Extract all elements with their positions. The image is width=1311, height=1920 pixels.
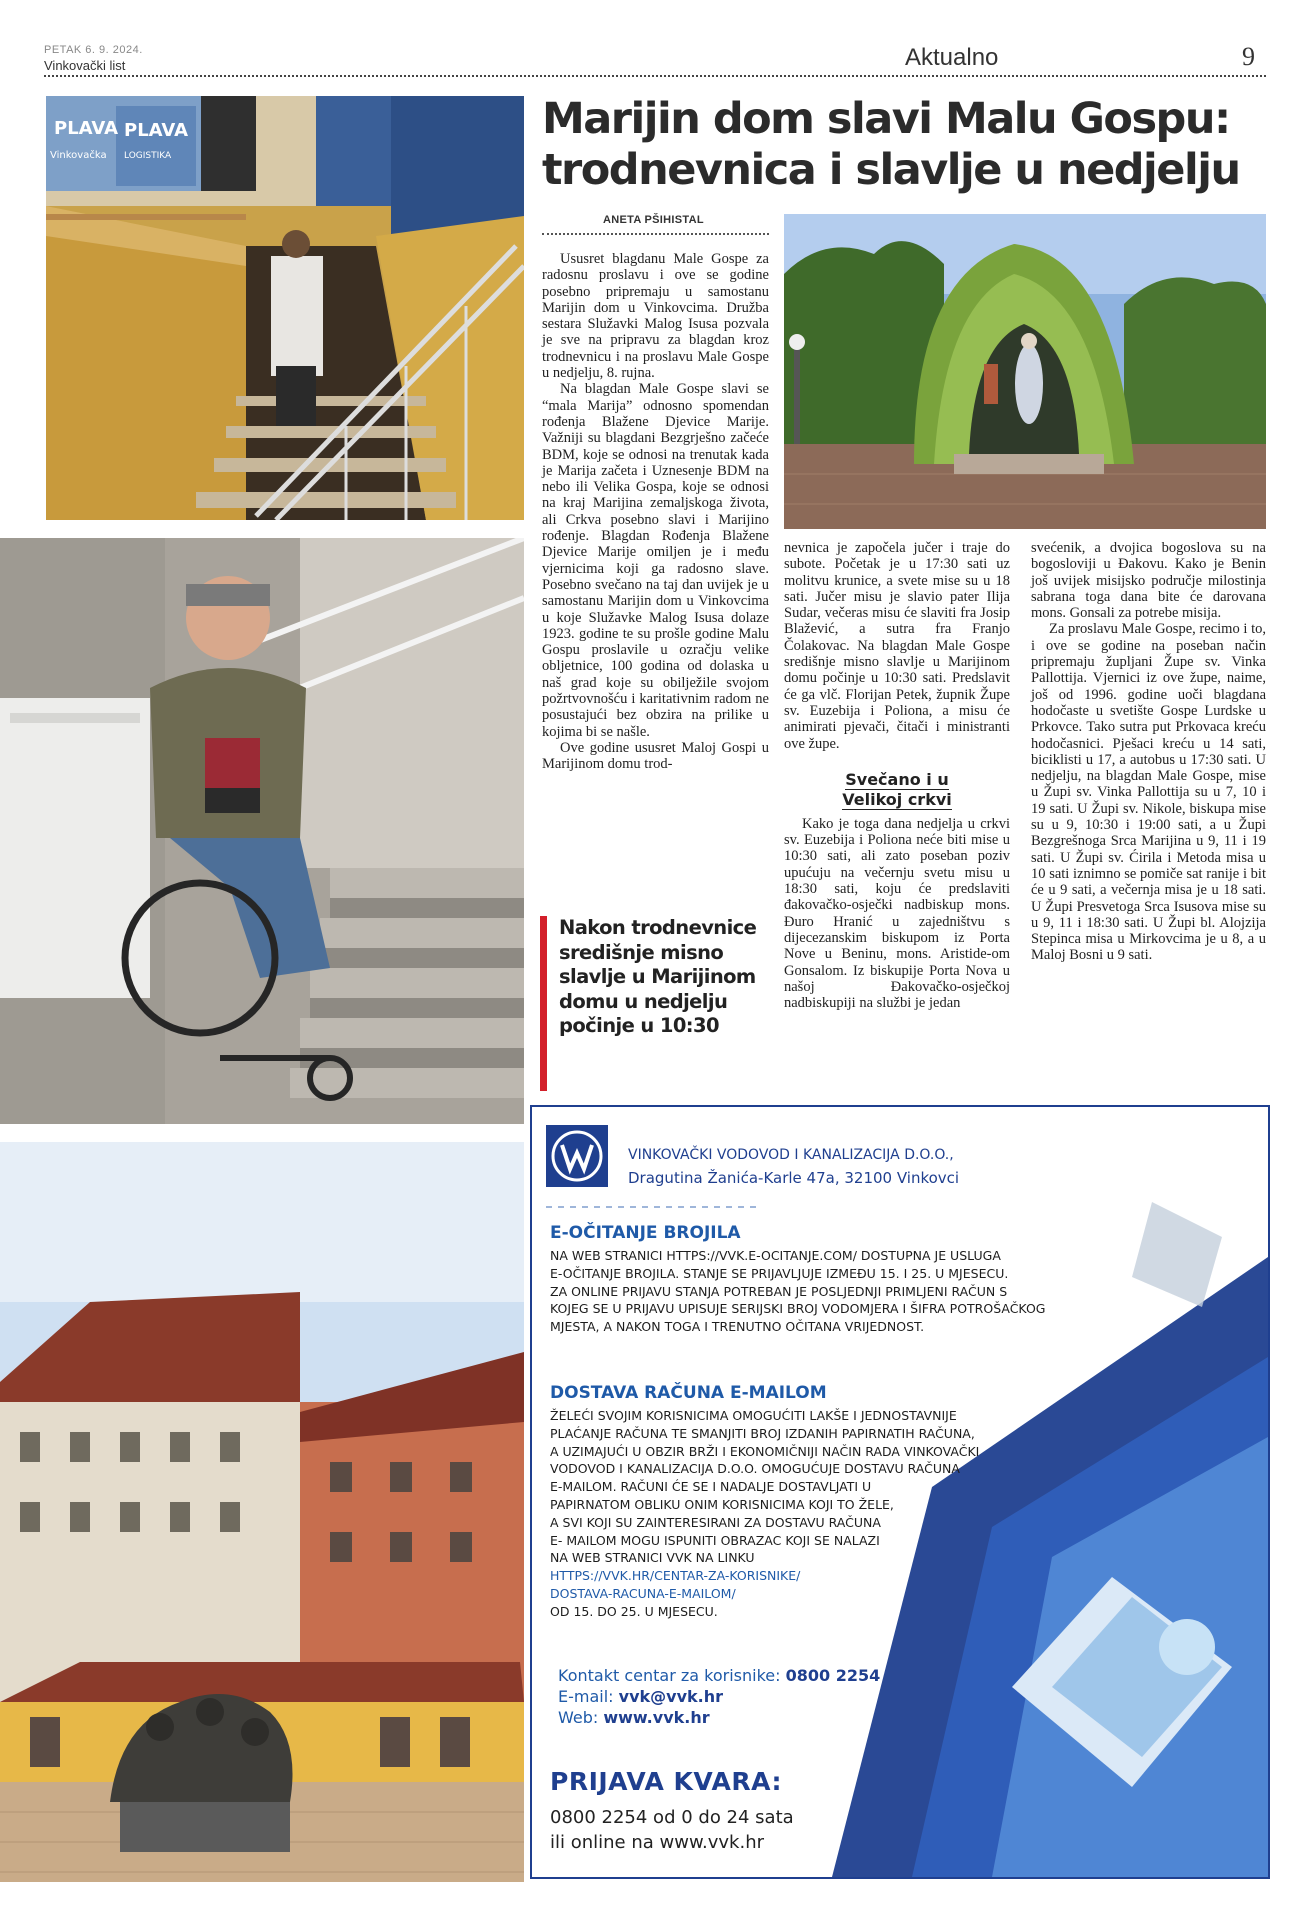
vvk-logo-icon xyxy=(546,1125,608,1187)
ad-text-line: MJESTA, A NAKON TOGA I TRENUTNO OČITANA VRIJEDNOST. xyxy=(550,1319,925,1335)
subheading-line-1: Svečano i u xyxy=(845,769,949,789)
paragraph: Na blagdan Male Gospe slavi se “mala Marija” odnosno spomendan rođenja Blažene Djevice Marije. Važniji su blagdani Bezgrješno začeće BDM, koje se odnosi na trenutak kada je Marija začeta i Uznesenje BDM na nebo ili Velika Gospa, koje se odnosi na kraj Marijina zemaljskoga života, ali Crkva posebno slavi i Marijino rođenje. Blagdan Rođenja Blažene Djevice Marije omiljen je i među vjernicima koji ga radosno slave. Posebno svečano na taj dan uvijek je u samostanu Marijin dom u Vinkovcima u koje Služavke Malog Isusa dolaze 1923. godine te su prošle godine Malu Gospu proslavile u ozračju velike obljetnice, 100 godina od dolaska u naš grad koje su obilježile svojom požrtvovnošću i karitativnim radom ne posustajući bez obzira na prilike u kojima bi se našle. xyxy=(542,381,769,740)
ad-web-label: Web: xyxy=(558,1708,604,1727)
ad-link-email-billing-2[interactable]: DOSTAVA-RACUNA-E-MAILOM/ xyxy=(550,1585,736,1601)
issue-date: PETAK 6. 9. 2024. xyxy=(44,44,143,56)
ad-web-row xyxy=(558,1707,880,1728)
ad-text-line: E- MAILOM MOGU ISPUNITI OBRAZAC KOJI SE NALAZI xyxy=(550,1532,880,1548)
article-headline xyxy=(542,94,1270,196)
pull-quote xyxy=(540,916,777,1091)
vvk-advertisement xyxy=(530,1105,1270,1879)
photo-wheelchair-man xyxy=(0,538,524,1124)
ad-text-email-billing xyxy=(550,1407,1250,1621)
ad-email-link[interactable]: vvk@vvk.hr xyxy=(618,1687,723,1706)
paragraph: Ove godine ususret Maloj Gospi u Marijinom domu trod- xyxy=(542,739,769,773)
subheading-line-2: Velikoj crkvi xyxy=(842,789,952,809)
header-divider xyxy=(44,75,1266,77)
sign-plava-2: PLAVA xyxy=(124,120,189,141)
ad-fault-line-1: 0800 2254 od 0 do 24 sata xyxy=(550,1807,794,1828)
paragraph: Ususret blagdanu Male Gospe za radosnu proslavu i ove se godine posebno pripremaju u samostanu Marijin dom u Vinkovcima. Družba sestara Služavki Malog Isusa pozvala je sve na pripravu za blagdan kroz trodnevnicu i na proslavu Male Gospe u nedjelju, 8. rujna. xyxy=(542,251,769,382)
ad-text-line: E-MAILOM. RAČUNI ĆE SE I NADALJE DOSTAVLJATI U xyxy=(550,1479,872,1495)
paragraph: Kako je toga dana nedjelja u crkvi sv. Euzebija i Poliona neće biti mise u 10:30 sati, ali zato poseban poziv upućuju na večernju svetu misu u 18:30 sati, koju će predslaviti đakovačko-osječki nadbiskup mons. Đuro Hranić u zajedništvu s dijecezanskim biskupom iz Porta Nove u Beninu, mons. Aristide-om Gonsalom. Iz biskupije Porta Nova u našoj Đakovačko-osječkoj nadbiskupiji na službi je jedan xyxy=(784,815,1010,1012)
photo-staircase xyxy=(46,96,524,520)
ad-text-line: A UZIMAJUĆI U OBZIR BRŽI I EKONOMIČNIJI NAČIN RADA VINKOVAČKI xyxy=(550,1443,980,1459)
ad-fault-report-text xyxy=(550,1805,794,1855)
sign-vinkovacka: Vinkovačka xyxy=(50,150,107,161)
ad-fault-report-title: PRIJAVA KVARA: xyxy=(550,1767,782,1796)
ad-text-line: A SVI KOJI SU ZAINTERESIRANI ZA DOSTAVU RAČUNA xyxy=(550,1514,881,1530)
ad-text-line: ZA ONLINE PRIJAVU STANJA POTREBAN JE POSLJEDNJI PRIMLJENI RAČUN S xyxy=(550,1283,1008,1299)
page-number: 9 xyxy=(1242,42,1255,71)
ad-section-email-billing xyxy=(550,1383,1250,1621)
ad-contact-phone[interactable]: 0800 2254 xyxy=(785,1666,881,1685)
ad-email-label: E-mail: xyxy=(558,1687,619,1706)
ad-web-link[interactable]: www.vvk.hr xyxy=(603,1708,710,1727)
sign-logistika: LOGISTIKA xyxy=(124,151,172,161)
sign-plava-1: PLAVA xyxy=(54,118,119,139)
article-column-2 xyxy=(784,540,1010,1011)
ad-text-line: VODOVOD I KANALIZACIJA D.O.O. OMOGUĆUJE DOSTAVU RAČUNA xyxy=(550,1461,960,1477)
ad-fault-line-2: ili online na www.vvk.hr xyxy=(550,1832,765,1853)
section-title: Aktualno xyxy=(905,44,999,71)
author-byline: ANETA PŠIHISTAL xyxy=(603,214,704,226)
paragraph: Za proslavu Male Gospe, recimo i to, i ove se godine na poseban način pripremaju župljani Župe sv. Vinka Pallottija. Vjernici iz ove župe, naime, još od 1996. godine uoči blagdana hodočaste u svetište Gospe Lurdske u Prkovce. Tako sutra put Prkovaca kreću hodočasnici. Pješaci kreću u 14 sati, biciklisti u 17, a autobus u 17:30 sati. U nedjelju, na blagdan Male Gospe, mise u Župi sv. Vinka Pallottija su u 7, 10 i 19 sati. U Župi sv. Nikole, biskupa mise su u 9, 10:30 i 19:00 sati, a u Župi Bezgrešnoga Srca Marijina u 9, 11 i 19 sati. U Župi sv. Ćirila i Metoda misa u 10 sati iznimno se pomiče sat ranije i bit će u 9 sati, a večernja misa je u 18 sati. U Župi Presvetoga Srca Isusova mise su u 9, 11 i 18:30 sati. U Župi bl. Alojzija Stepinca misa u Mirkovcima je u 8, a u Maloj Bosni u 9 sati. xyxy=(1031,621,1266,964)
byline-divider xyxy=(542,233,769,235)
article-column-1 xyxy=(542,251,769,773)
subheading xyxy=(784,770,1010,810)
ad-heading-email-billing: DOSTAVA RAČUNA E-MAILOM xyxy=(550,1383,827,1403)
ad-text-line: NA WEB STRANICI HTTPS://VVK.E-OCITANJE.COM/ DOSTUPNA JE USLUGA xyxy=(550,1248,1001,1263)
newspaper-name: Vinkovački list xyxy=(44,58,126,73)
ad-heading-e-ocitanje: E-OČITANJE BROJILA xyxy=(550,1223,741,1243)
photo-grotto xyxy=(784,214,1266,529)
ad-link-email-billing-1[interactable]: HTTPS://VVK.HR/CENTAR-ZA-KORISNIKE/ xyxy=(550,1568,801,1584)
ad-email-row xyxy=(558,1686,880,1707)
ad-company-name: VINKOVAČKI VODOVOD I KANALIZACIJA D.O.O., xyxy=(628,1147,954,1163)
ad-text-line: NA WEB STRANICI VVK NA LINKU xyxy=(550,1550,755,1566)
ad-text-line: ŽELEĆI SVOJIM KORISNICIMA OMOGUĆITI LAKŠE I JEDNOSTAVNIJE xyxy=(550,1408,957,1423)
photo-building-sculpture xyxy=(0,1142,524,1882)
ad-text-line: OD 15. DO 25. U MJESECU. xyxy=(550,1603,718,1619)
ad-text-line: E-OČITANJE BROJILA. STANJE SE PRIJAVLJUJE IZMEĐU 15. I 25. U MJESECU. xyxy=(550,1265,1009,1281)
headline-line-1: Marijin dom slavi Malu Gospu: xyxy=(542,94,1230,144)
paragraph: svećenik, a dvojica bogoslova su na bogosloviji u Đakovu. Kako je Benin još uvijek misijsko područje milostinja sabrana toga dana bite će darovana mons. Gonsali za potrebe misija. xyxy=(1031,540,1266,622)
pull-quote-text: Nakon trodnevnice središnje misno slavlje u Marijinom domu u nedjelju počinje u 10:30 xyxy=(559,916,757,1037)
ad-text-line: PAPIRNATOM OBLIKU ONIM KORISNICIMA KOJI TO ŽELE, xyxy=(550,1496,894,1512)
ad-contact-center xyxy=(558,1665,880,1686)
headline-line-2: trodnevnica i slavlje u nedjelju xyxy=(542,145,1240,195)
ad-text-e-ocitanje xyxy=(550,1247,1250,1336)
ad-contact-block xyxy=(558,1665,880,1728)
ad-contact-label: Kontakt centar za korisnike: xyxy=(558,1666,786,1685)
ad-company-address: Dragutina Žanića-Karle 47a, 32100 Vinkovci xyxy=(628,1169,960,1187)
ad-text-line: PLAĆANJE RAČUNA TE SMANJITI BROJ IZDANIH PAPIRNATIH RAČUNA, xyxy=(550,1425,975,1441)
paragraph: nevnica je započela jučer i traje do subote. Početak je u 17:30 sati uz molitvu krunice, a svete mise su u 18 sati. Jučer misu je slavio pater Ilija Sudar, večeras misu će slaviti fra Josip Blažević, a sutra fra Franjo Čolakovac. Na blagdan Male Gospe središnje misno slavlje u Marijinom domu počinje u 10:30 sati. Predslavit će ga vlč. Florijan Petek, župnik Župe sv. Euzebija i Poliona, a misu će animirati pjevači, čitači i ministranti ove župe. xyxy=(784,540,1010,752)
ad-text-line: KOJEG SE U PRIJAVU UPISUJE SERIJSKI BROJ VODOMJERA I ŠIFRA POTROŠAČKOG xyxy=(550,1301,1046,1317)
article-column-3 xyxy=(1031,540,1266,964)
ad-section-e-ocitanje xyxy=(550,1223,1250,1336)
